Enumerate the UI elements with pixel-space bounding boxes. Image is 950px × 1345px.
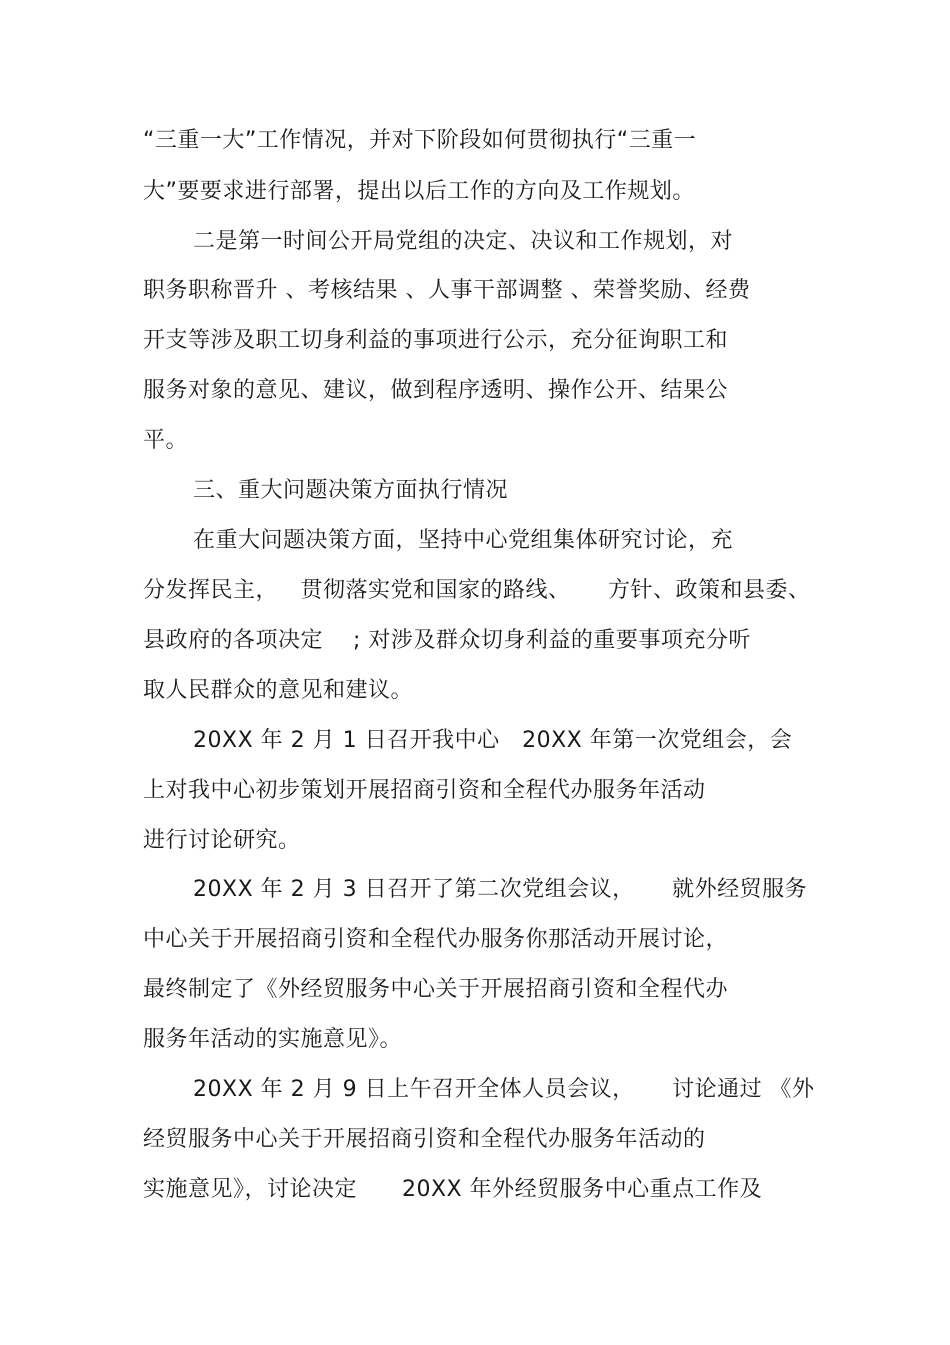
paragraph-line: 职务职称晋升 、考核结果 、人事干部调整 、荣誉奖励、经费 xyxy=(143,278,751,303)
paragraph-line: 上对我中心初步策划开展招商引资和全程代办服务年活动 xyxy=(143,778,706,803)
paragraph-line: 服务对象的意见、建议，做到程序透明、操作公开、结果公 xyxy=(143,378,729,403)
paragraph-line: 服务年活动的实施意见》。 xyxy=(143,1027,403,1052)
paragraph-line: 20XX 年 2 月 9 日上午召开全体人员会议， 讨论通过 《外 xyxy=(193,1077,815,1102)
paragraph-line: 在重大问题决策方面，坚持中心党组集体研究讨论，充 xyxy=(193,528,734,553)
paragraph-line: 20XX 年 2 月 3 日召开了第二次党组会议， 就外经贸服务 xyxy=(193,877,808,902)
paragraph-line: 进行讨论研究。 xyxy=(143,828,301,853)
section-heading: 三、重大问题决策方面执行情况 xyxy=(193,478,509,503)
paragraph-line: 分发挥民主， 贯彻落实党和国家的路线、 方针、政策和县委、 xyxy=(143,578,811,603)
paragraph-line: 20XX 年 2 月 1 日召开我中心 20XX 年第一次党组会，会 xyxy=(193,728,793,753)
paragraph-line: 大”要要求进行部署，提出以后工作的方向及工作规划。 xyxy=(143,179,695,204)
paragraph-line: 二是第一时间公开局党组的决定、决议和工作规划，对 xyxy=(193,229,734,254)
paragraph-line: 实施意见》，讨论决定 20XX 年外经贸服务中心重点工作及 xyxy=(143,1177,763,1202)
paragraph-line: 最终制定了《外经贸服务中心关于开展招商引资和全程代办 xyxy=(143,977,729,1002)
paragraph-line: 中心关于开展招商引资和全程代办服务你那活动开展讨论， xyxy=(143,927,729,952)
paragraph-line: 县政府的各项决定 ; 对涉及群众切身利益的重要事项充分听 xyxy=(143,628,751,653)
paragraph-line: 平。 xyxy=(143,428,189,453)
paragraph-line: 开支等涉及职工切身利益的事项进行公示，充分征询职工和 xyxy=(143,328,729,353)
paragraph-line: “三重一大”工作情况，并对下阶段如何贯彻执行“三重一 xyxy=(143,128,697,153)
paragraph-line: 经贸服务中心关于开展招商引资和全程代办服务年活动的 xyxy=(143,1127,706,1152)
paragraph-line: 取人民群众的意见和建议。 xyxy=(143,678,414,703)
